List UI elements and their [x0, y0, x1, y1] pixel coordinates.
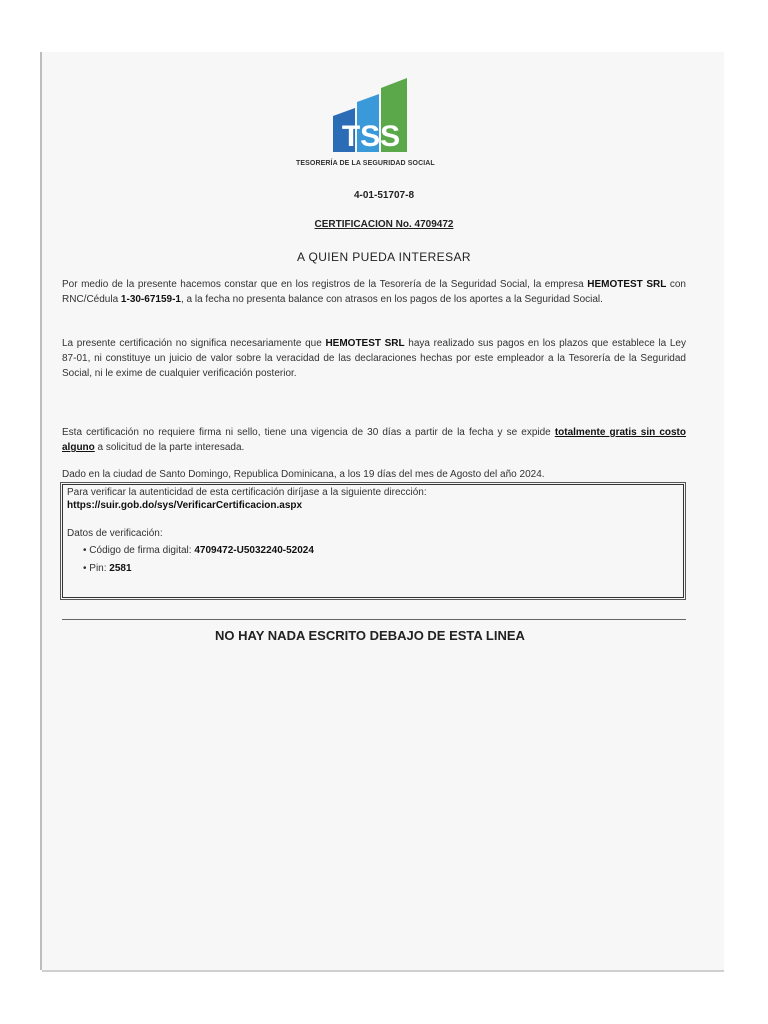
signature-code: 4709472-U5032240-52024	[194, 545, 314, 556]
paragraph-issued: Dado en la ciudad de Santo Domingo, Republica Dominicana, a los 19 días del mes de Agosto del año 2024.	[62, 469, 545, 480]
company-name: HEMOTEST SRL	[587, 279, 667, 290]
paragraph-disclaimer: La presente certificación no significa necesariamente que HEMOTEST SRL haya realizado sus pagos en los plazos que establece la Ley 87-01, ni constituye un juicio de valor sobre la veracidad de las declaraciones hechas por este empleador a la Tesorería de la Seguridad Social, ni le exime de cualquier verificación posterior.	[62, 338, 686, 379]
certification-number: CERTIFICACION No. 4709472	[314, 219, 454, 230]
tss-logo	[331, 76, 411, 156]
verification-url[interactable]: https://suir.gob.do/sys/VerificarCertificacion.aspx	[67, 500, 303, 511]
verification-box	[62, 484, 684, 598]
verification-data-label: Datos de verificación:	[67, 528, 163, 539]
paragraph-statement: Por medio de la presente hacemos constar que en los registros de la Tesorería de la Seguridad Social, la empresa HEMOTEST SRL con RNC/Cédula 1-30-67159-1, a la fecha no presenta balance con atrasos en los pagos de los aportes a la Seguridad Social.	[62, 279, 686, 305]
salutation: A QUIEN PUEDA INTERESAR	[297, 250, 471, 264]
pin-item: • Pin: 2581	[83, 563, 132, 574]
pin-code: 2581	[109, 563, 132, 574]
document-code: 4-01-51707-8	[353, 190, 415, 201]
end-line	[62, 619, 686, 620]
rnc-number: 1-30-67159-1	[120, 294, 181, 305]
company-name-2: HEMOTEST SRL	[325, 338, 405, 349]
verification-intro: Para verificar la autenticidad de esta certificación diríjase a la siguiente dirección:	[67, 487, 427, 498]
logo-caption: TESORERÍA DE LA SEGURIDAD SOCIAL	[296, 160, 435, 167]
free-of-charge-text: totalmente gratis sin costo alguno	[62, 427, 686, 453]
paragraph-validity: Esta certificación no requiere firma ni sello, tiene una vigencia de 30 días a partir de la fecha y se expide totalmente gratis sin costo alguno a solicitud de la parte interesada.	[62, 427, 686, 453]
logo-letters: TSS	[341, 120, 401, 153]
signature-code-item: • Código de firma digital: 4709472-U5032240-52024	[83, 545, 314, 556]
end-notice: NO HAY NADA ESCRITO DEBAJO DE ESTA LINEA	[215, 628, 525, 643]
